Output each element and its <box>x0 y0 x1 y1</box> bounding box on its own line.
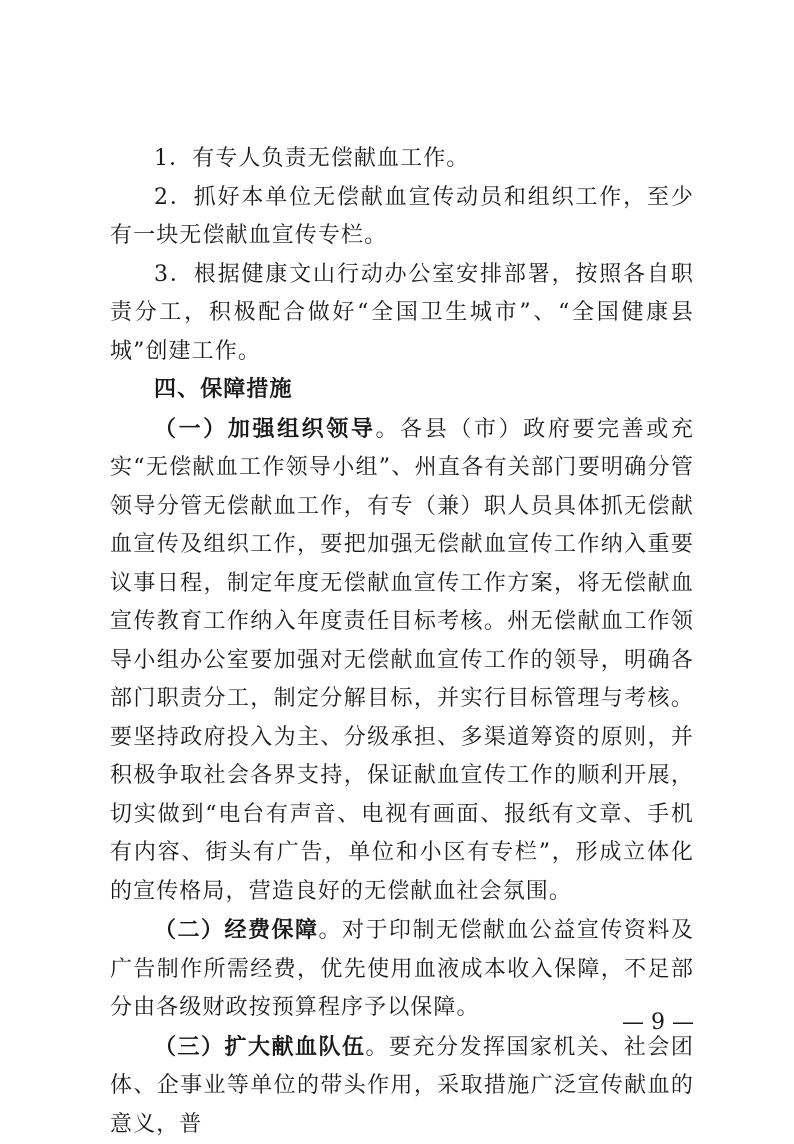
measure-1-body: 。各县（市）政府要完善或充实“无偿献血工作领导小组”、州直各有关部门要明确分管领导分管无偿献血工作，有专（兼）职人员具体抓无偿献血宣传及组织工作，要把加强无偿献血宣传工作纳入重要议事日程，制定年度无偿献血宣传工作方案，将无偿献血宣传教育工作纳入年度责任目标考核。州无偿献血工作领导小组办公室要加强对无偿献血宣传工作的领导，明确各部门职责分工，制定分解目标，并实行目标管理与考核。要坚持政府投入为主、分级承担、多渠道筹资的原则，并积极争取社会各界支持，保证献血宣传工作的顺利开展，切实做到“电台有声音、电视有画面、报纸有文章、手机有内容、街头有广告，单位和小区有专栏”，形成立体化的宣传格局，营造良好的无偿献血社会氛围。 <box>110 417 694 904</box>
measure-2-lead: （二）经费保障 <box>154 917 318 943</box>
measure-1-paragraph <box>110 410 694 912</box>
section-heading: 四、保障措施 <box>110 371 694 410</box>
page-number: — 9 — <box>622 1008 694 1038</box>
measure-1-lead: （一）加强组织领导 <box>154 416 376 442</box>
item-2-paragraph: 2．抓好本单位无偿献血宣传动员和组织工作，至少有一块无偿献血宣传专栏。 <box>110 179 694 256</box>
document-body <box>110 140 694 1144</box>
item-1-paragraph: 1．有专人负责无偿献血工作。 <box>110 140 694 179</box>
measure-2-paragraph <box>110 911 694 1028</box>
measure-3-paragraph <box>110 1028 694 1144</box>
measure-3-body: 。要充分发挥国家机关、社会团体、企事业等单位的带头作用，采取措施广泛宣传献血的意义，普 <box>110 1035 694 1137</box>
measure-3-lead: （三）扩大献血队伍 <box>154 1034 365 1060</box>
item-3-paragraph: 3．根据健康文山行动办公室安排部署，按照各自职责分工，积极配合做好“全国卫生城市”、“全国健康县城”创建工作。 <box>110 256 694 372</box>
measure-2-body: 。对于印制无偿献血公益宣传资料及广告制作所需经费，优先使用血液成本收入保障，不足部分由各级财政按预算程序予以保障。 <box>110 918 694 1020</box>
